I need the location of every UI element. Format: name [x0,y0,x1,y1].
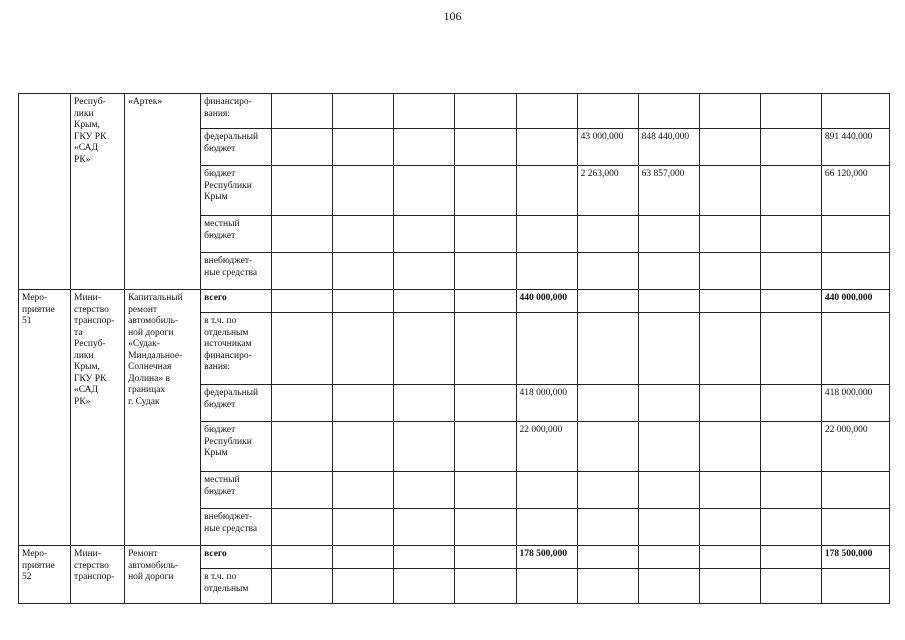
amount-cell [455,94,516,129]
amount-cell [333,166,394,216]
amount-cell [272,569,333,604]
source-cell: всего [201,290,272,313]
page-number: 106 [443,9,462,23]
amount-cell [516,166,577,216]
amount-cell [394,253,455,290]
source-cell: внебюджет- ные средства [201,253,272,290]
amount-cell [394,385,455,422]
amount-cell [516,94,577,129]
amount-cell [394,472,455,509]
object-cell: Ремонт автомобиль- ной дороги [125,546,201,604]
amount-cell [699,509,760,546]
total-cell: 178 500,000 [821,546,889,569]
amount-cell [760,290,821,313]
amount-cell [394,216,455,253]
amount-cell [699,546,760,569]
amount-cell [333,94,394,129]
total-cell [821,472,889,509]
amount-cell [760,94,821,129]
executor-cell: Респуб- лики Крым, ГКУ РК «САД РК» [71,94,125,290]
amount-cell [394,129,455,166]
amount-cell [638,290,699,313]
source-cell: внебюджет- ные средства [201,509,272,546]
amount-cell [577,569,638,604]
amount-cell [272,216,333,253]
amount-cell [333,129,394,166]
amount-cell [760,129,821,166]
amount-cell [394,509,455,546]
total-cell [821,509,889,546]
amount-cell [394,546,455,569]
amount-cell [455,166,516,216]
total-cell: 418 000,000 [821,385,889,422]
amount-cell [272,129,333,166]
amount-cell [333,216,394,253]
amount-cell [455,509,516,546]
executor-cell: Мини- стерство транспор- та Респуб- лики Крым, ГКУ РК «САД РК» [71,290,125,546]
amount-cell [333,422,394,472]
amount-cell [272,313,333,385]
amount-cell [638,385,699,422]
amount-cell: 2 263,000 [577,166,638,216]
amount-cell [577,216,638,253]
amount-cell [394,94,455,129]
amount-cell [577,290,638,313]
amount-cell [394,166,455,216]
executor-cell: Мини- стерство транспор- [71,546,125,604]
amount-cell [516,313,577,385]
total-cell [821,94,889,129]
amount-cell [272,94,333,129]
amount-cell [577,94,638,129]
table-row [19,546,890,569]
amount-cell [638,216,699,253]
amount-cell [760,253,821,290]
amount-cell [516,216,577,253]
amount-cell [577,509,638,546]
amount-cell [638,569,699,604]
amount-cell [272,422,333,472]
total-cell [821,216,889,253]
source-cell: бюджет Республики Крым [201,166,272,216]
measure-cell: Меро- приятие 51 [19,290,71,546]
amount-cell [699,422,760,472]
amount-cell [699,253,760,290]
amount-cell [272,546,333,569]
amount-cell [760,569,821,604]
amount-cell [516,129,577,166]
amount-cell [699,166,760,216]
total-cell: 22 000,000 [821,422,889,472]
amount-cell [272,253,333,290]
object-cell: «Артек» [125,94,201,290]
amount-cell [516,253,577,290]
amount-cell [638,509,699,546]
amount-cell [760,546,821,569]
amount-cell [699,385,760,422]
amount-cell [333,472,394,509]
amount-cell [699,216,760,253]
source-cell: в т.ч. по отдельным [201,569,272,604]
total-cell [821,569,889,604]
amount-cell [333,290,394,313]
amount-cell [455,129,516,166]
amount-cell [760,166,821,216]
amount-cell [699,313,760,385]
amount-cell [577,385,638,422]
amount-cell [760,509,821,546]
amount-cell: 848 440,000 [638,129,699,166]
amount-cell [638,253,699,290]
source-cell: финансиро- вания: [201,94,272,129]
amount-cell [760,422,821,472]
amount-cell: 63 857,000 [638,166,699,216]
amount-cell [272,472,333,509]
amount-cell [760,385,821,422]
amount-cell [699,129,760,166]
amount-cell: 22 000,000 [516,422,577,472]
amount-cell [394,569,455,604]
amount-cell [455,253,516,290]
amount-cell: 418 000,000 [516,385,577,422]
amount-cell [394,290,455,313]
amount-cell [455,546,516,569]
amount-cell [638,422,699,472]
table-row [19,290,890,313]
table-row [19,94,890,129]
amount-cell [760,472,821,509]
total-cell: 440 000,000 [821,290,889,313]
amount-cell [394,313,455,385]
amount-cell [516,472,577,509]
amount-cell [272,290,333,313]
budget-table-body [19,94,890,604]
amount-cell [455,313,516,385]
amount-cell [455,385,516,422]
measure-cell [19,94,71,290]
amount-cell [333,253,394,290]
total-cell [821,253,889,290]
amount-cell [577,472,638,509]
amount-cell [699,472,760,509]
amount-cell [760,216,821,253]
amount-cell [272,509,333,546]
amount-cell [394,422,455,472]
total-cell [821,313,889,385]
total-cell: 66 120,000 [821,166,889,216]
budget-table [18,93,890,604]
amount-cell [577,313,638,385]
amount-cell [455,422,516,472]
amount-cell [699,94,760,129]
amount-cell [760,313,821,385]
source-cell: всего [201,546,272,569]
total-cell: 891 440,000 [821,129,889,166]
source-cell: местный бюджет [201,216,272,253]
amount-cell: 440 000,000 [516,290,577,313]
source-cell: федеральный бюджет [201,385,272,422]
amount-cell [333,385,394,422]
amount-cell [699,290,760,313]
amount-cell: 43 000,000 [577,129,638,166]
amount-cell [699,569,760,604]
amount-cell [638,94,699,129]
measure-cell: Меро- приятие 52 [19,546,71,604]
source-cell: в т.ч. по отдельным источникам финансиро- вания: [201,313,272,385]
source-cell: бюджет Республики Крым [201,422,272,472]
amount-cell [577,546,638,569]
amount-cell [333,546,394,569]
amount-cell [516,509,577,546]
object-cell: Капитальный ремонт автомобиль- ной дороги «Судак- Миндальное- Солнечная Долина» в границах г. Судак [125,290,201,546]
amount-cell [577,422,638,472]
amount-cell [333,313,394,385]
amount-cell [333,509,394,546]
amount-cell [455,216,516,253]
source-cell: местный бюджет [201,472,272,509]
amount-cell [638,546,699,569]
amount-cell [272,166,333,216]
amount-cell [516,569,577,604]
amount-cell [272,385,333,422]
amount-cell [455,569,516,604]
amount-cell [455,290,516,313]
amount-cell [333,569,394,604]
amount-cell [638,313,699,385]
source-cell: федеральный бюджет [201,129,272,166]
amount-cell: 178 500,000 [516,546,577,569]
amount-cell [638,472,699,509]
amount-cell [455,472,516,509]
amount-cell [577,253,638,290]
